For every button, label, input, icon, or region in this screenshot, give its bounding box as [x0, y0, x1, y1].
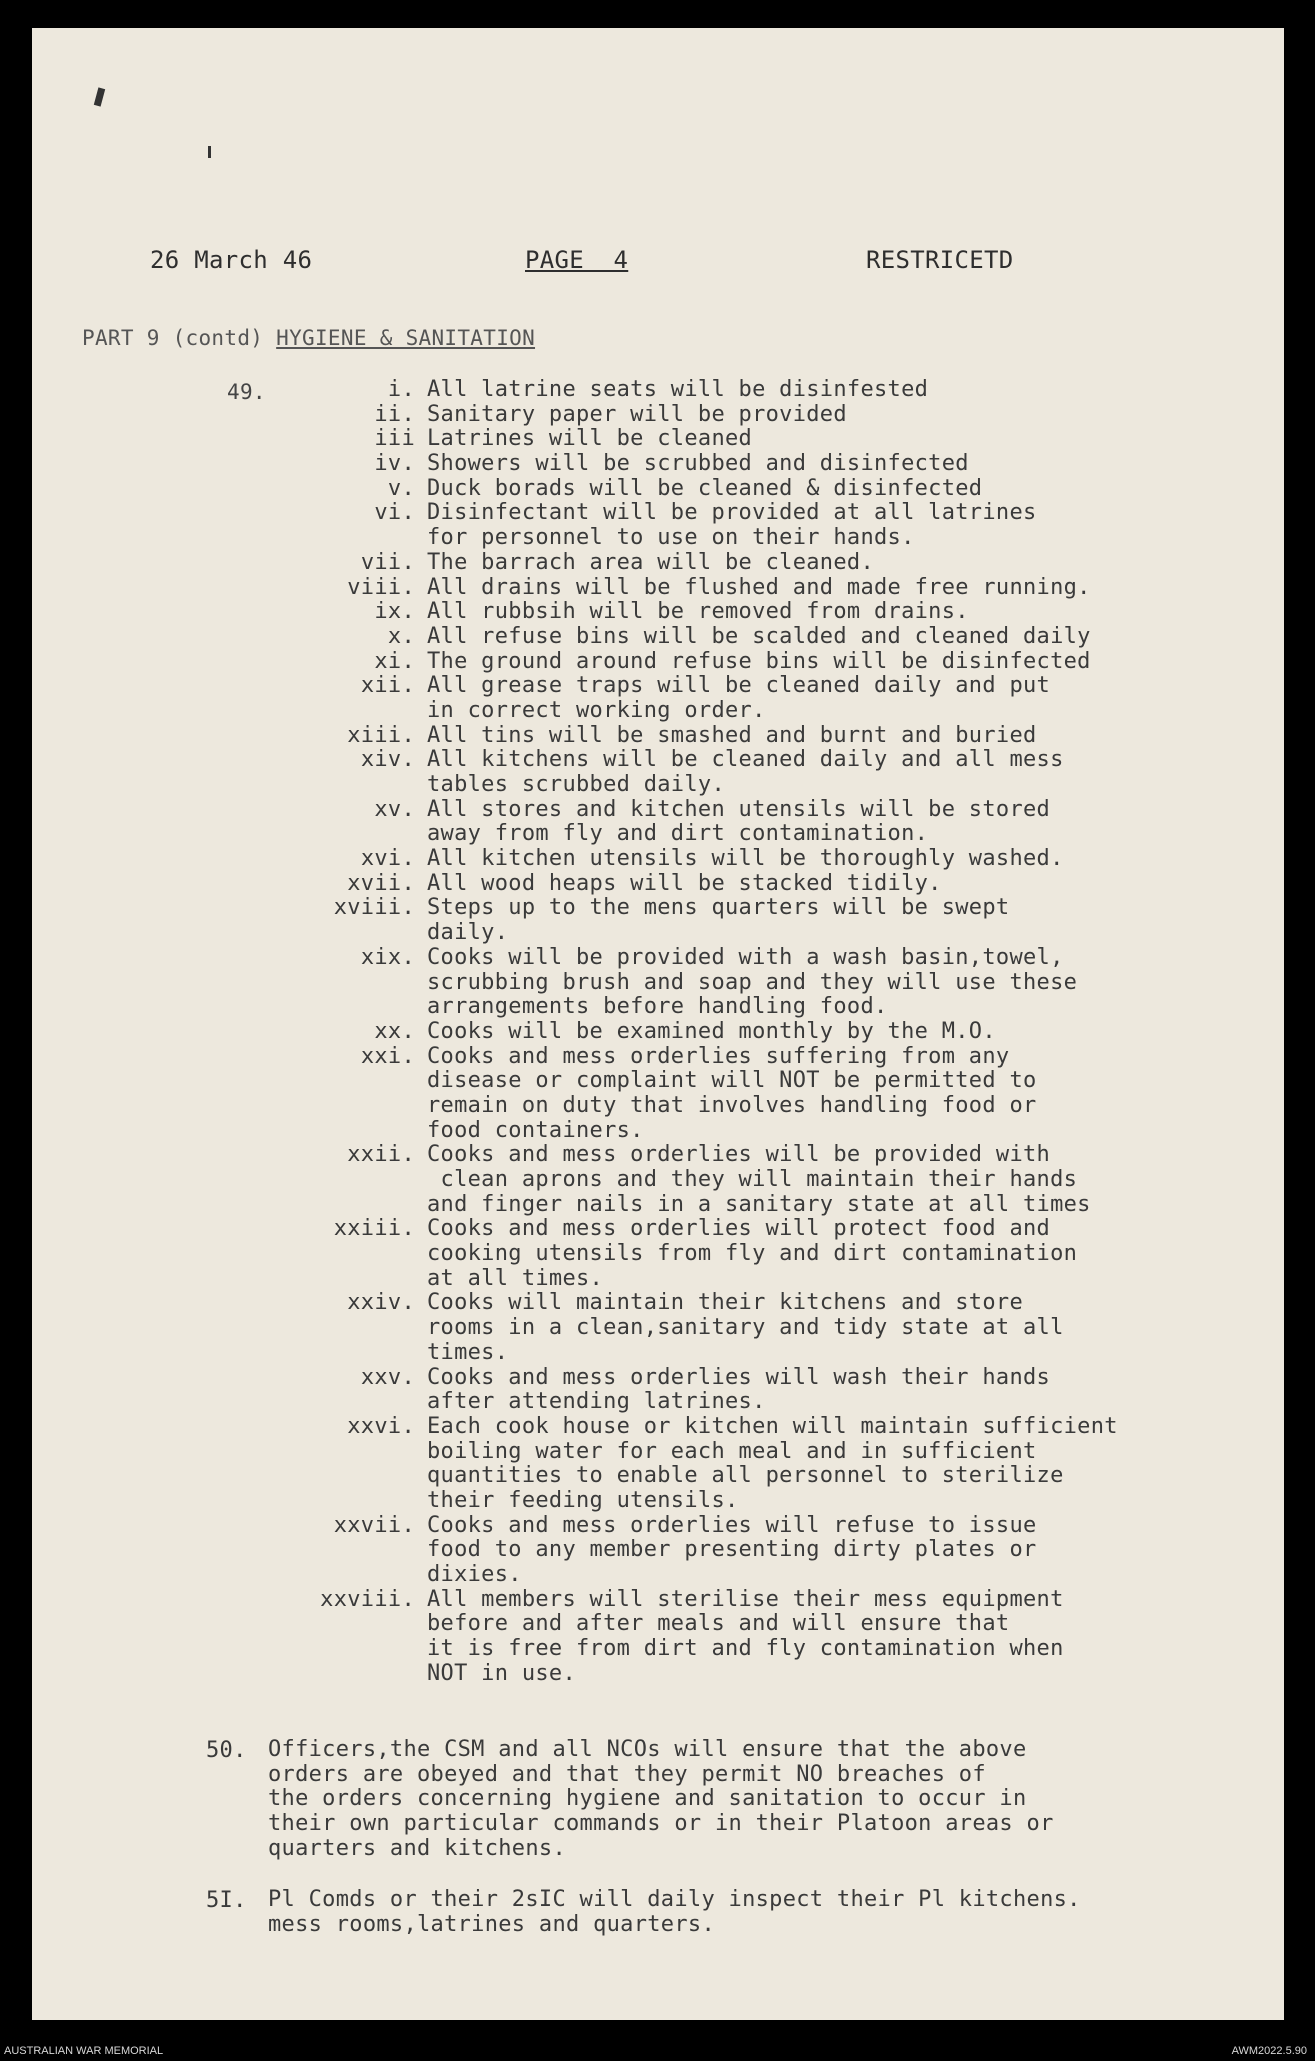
text-line: Cooks will maintain their kitchens and store — [427, 1290, 1023, 1316]
paragraph-body — [268, 1738, 1054, 1861]
list-item-number: vi. — [374, 500, 415, 526]
footer-credit: AUSTRALIAN WAR MEMORIAL — [4, 2045, 164, 2057]
list-item-text — [427, 650, 1225, 675]
list-item-text — [427, 1045, 1225, 1144]
list-item-text — [427, 872, 1225, 897]
text-line: Showers will be scrubbed and disinfected — [427, 451, 969, 477]
item-number: 49. — [227, 380, 266, 404]
list-item-text — [427, 477, 1225, 502]
part-title-heading: HYGIENE & SANITATION — [276, 326, 536, 350]
list-item — [265, 748, 1225, 797]
list-item-text — [427, 1217, 1225, 1291]
text-line: All drains will be flushed and made free running. — [427, 574, 1091, 600]
text-line: in correct working order. — [427, 697, 766, 723]
list-item-text — [427, 1415, 1225, 1514]
list-item-number: xiv. — [360, 747, 415, 773]
text-line: All kitchens will be cleaned daily and all mess — [427, 747, 1064, 773]
list-item — [265, 896, 1225, 945]
header-date: 26 March 46 — [150, 246, 313, 274]
list-item — [265, 1143, 1225, 1217]
list-item-number: xxvii. — [333, 1512, 415, 1538]
text-line: Cooks will be provided with a wash basin,towel, — [427, 944, 1064, 970]
text-line: Cooks and mess orderlies will be provided with — [427, 1142, 1051, 1168]
list-item-number: xxii. — [347, 1142, 415, 1168]
hygiene-orders-list — [265, 378, 1225, 1686]
list-item-text — [427, 1291, 1225, 1365]
list-item-text — [427, 674, 1225, 723]
text-line: All refuse bins will be scalded and cleaned daily — [427, 623, 1091, 649]
text-line: Sanitary paper will be provided — [427, 401, 847, 427]
list-item — [265, 847, 1225, 872]
text-line: before and after meals and will ensure that — [427, 1611, 1010, 1637]
text-line: scrubbing brush and soap and they will use these — [427, 969, 1078, 995]
list-item-text — [427, 896, 1225, 945]
text-line: All kitchen utensils will be thoroughly washed. — [427, 846, 1064, 872]
text-line: All wood heaps will be stacked tidily. — [427, 870, 942, 896]
text-line: Cooks and mess orderlies will protect food and — [427, 1216, 1051, 1242]
list-item-text — [427, 798, 1225, 847]
list-item — [265, 1415, 1225, 1514]
paragraph-number: 50. — [206, 1738, 247, 1763]
list-item-number: x. — [387, 623, 415, 649]
list-item — [265, 946, 1225, 1020]
paragraph-number: 5I. — [206, 1888, 247, 1913]
list-item-number: xi. — [374, 648, 415, 674]
text-line: cooking utensils from fly and dirt contamination — [427, 1241, 1078, 1267]
text-line: food containers. — [427, 1117, 644, 1143]
list-item — [265, 452, 1225, 477]
list-item-number: xx. — [374, 1018, 415, 1044]
list-item — [265, 625, 1225, 650]
text-line: daily. — [427, 920, 509, 946]
text-line: their own particular commands or in their Platoon areas or — [268, 1811, 1054, 1837]
part-title-prefix: PART 9 (contd) — [82, 326, 264, 350]
list-item-number: viii. — [347, 574, 415, 600]
paragraph-body — [268, 1888, 1081, 1937]
list-item-number: v. — [387, 475, 415, 501]
list-item — [265, 501, 1225, 550]
list-item — [265, 1291, 1225, 1365]
text-line: at all times. — [427, 1265, 604, 1291]
list-item-number: xviii. — [333, 895, 415, 921]
list-item — [265, 650, 1225, 675]
text-line: All rubbsih will be removed from drains. — [427, 599, 969, 625]
text-line: Cooks will be examined monthly by the M.O. — [427, 1018, 996, 1044]
list-item — [265, 674, 1225, 723]
list-item-number: xxv. — [360, 1364, 415, 1390]
text-line: it is free from dirt and fly contamination when — [427, 1636, 1064, 1662]
text-line: disease or complaint will NOT be permitted to — [427, 1068, 1037, 1094]
text-line: their feeding utensils. — [427, 1487, 739, 1513]
header-classification: RESTRICETD — [866, 246, 1014, 274]
text-line: All latrine seats will be disinfested — [427, 377, 929, 402]
list-item-number: xvi. — [360, 846, 415, 872]
text-line: Cooks and mess orderlies will wash their hands — [427, 1364, 1051, 1390]
list-item-text — [427, 378, 1225, 403]
list-item — [265, 1217, 1225, 1291]
list-item-text — [427, 1588, 1225, 1687]
list-item-text — [427, 452, 1225, 477]
text-line: quarters and kitchens. — [268, 1835, 566, 1861]
list-item — [265, 576, 1225, 601]
list-item-number: xxi. — [360, 1043, 415, 1069]
list-item-number: xv. — [374, 796, 415, 822]
list-item-number: xxvi. — [347, 1413, 415, 1439]
list-item-text — [427, 1366, 1225, 1415]
text-line: mess rooms,latrines and quarters. — [268, 1911, 715, 1937]
list-item — [265, 724, 1225, 749]
paragraph-50 — [206, 1737, 1206, 1861]
text-line: food to any member presenting dirty plates or — [427, 1537, 1037, 1563]
list-item — [265, 1020, 1225, 1045]
list-item-text — [427, 847, 1225, 872]
list-item — [265, 872, 1225, 897]
header-page-number: PAGE 4 — [525, 246, 629, 274]
list-item-text — [427, 576, 1225, 601]
list-item-text — [427, 1143, 1225, 1217]
list-item-text — [427, 1514, 1225, 1588]
list-item — [265, 378, 1225, 403]
list-item-text — [427, 1020, 1225, 1045]
text-line: Duck borads will be cleaned & disinfected — [427, 475, 983, 501]
text-line: The barrach area will be cleaned. — [427, 549, 874, 575]
text-line: Cooks and mess orderlies will refuse to issue — [427, 1512, 1037, 1538]
text-line: Officers,the CSM and all NCOs will ensure that the above — [268, 1737, 1027, 1762]
list-item-number: i. — [387, 377, 415, 402]
text-line: All tins will be smashed and burnt and buried — [427, 722, 1037, 748]
text-line: times. — [427, 1339, 509, 1365]
list-item — [265, 1366, 1225, 1415]
list-item-text — [427, 427, 1225, 452]
list-item — [265, 1045, 1225, 1144]
list-item-text — [427, 403, 1225, 428]
paragraph-51 — [206, 1888, 1206, 1963]
text-line: NOT in use. — [427, 1660, 576, 1686]
list-item-number: xxviii. — [320, 1586, 415, 1612]
ink-mark — [208, 146, 211, 158]
ink-mark — [94, 87, 105, 106]
text-line: clean aprons and they will maintain their hands — [427, 1167, 1078, 1192]
list-item-text — [427, 946, 1225, 1020]
text-line: after attending latrines. — [427, 1389, 766, 1415]
text-line: arrangements before handling food. — [427, 994, 888, 1020]
list-item-number: xxiv. — [347, 1290, 415, 1316]
text-line: All members will sterilise their mess equipment — [427, 1586, 1064, 1612]
text-line: All grease traps will be cleaned daily and put — [427, 673, 1051, 699]
text-line: All stores and kitchen utensils will be stored — [427, 796, 1051, 822]
text-line: for personnel to use on their hands. — [427, 525, 915, 551]
list-item-number: xii. — [360, 673, 415, 699]
text-line: away from fly and dirt contamination. — [427, 821, 929, 847]
list-item — [265, 600, 1225, 625]
list-item — [265, 1514, 1225, 1588]
text-line: rooms in a clean,sanitary and tidy state at all — [427, 1315, 1064, 1341]
list-item-text — [427, 501, 1225, 550]
text-line: dixies. — [427, 1562, 522, 1587]
list-item — [265, 477, 1225, 502]
text-line: Pl Comds or their 2sIC will daily inspect their Pl kitchens. — [268, 1887, 1081, 1912]
text-line: Each cook house or kitchen will maintain sufficient — [427, 1413, 1118, 1439]
list-item-text — [427, 748, 1225, 797]
text-line: Latrines will be cleaned — [427, 426, 753, 452]
text-line: quantities to enable all personnel to sterilize — [427, 1463, 1064, 1489]
list-item-number: xvii. — [347, 870, 415, 896]
list-item-number: xix. — [360, 944, 415, 970]
list-item — [265, 551, 1225, 576]
text-line: the orders concerning hygiene and sanitation to occur in — [268, 1786, 1027, 1812]
text-line: The ground around refuse bins will be disinfected — [427, 648, 1091, 674]
list-item — [265, 427, 1225, 452]
list-item — [265, 403, 1225, 428]
list-item-text — [427, 625, 1225, 650]
list-item-number: ix. — [374, 599, 415, 625]
list-item-number: ii. — [374, 401, 415, 427]
part-title — [82, 326, 535, 350]
list-item — [265, 1588, 1225, 1687]
text-line: Steps up to the mens quarters will be swept — [427, 895, 1010, 921]
list-item-number: iv. — [374, 451, 415, 477]
list-item-number: xxiii. — [333, 1216, 415, 1242]
footer-reference: AWM2022.5.90 — [1231, 2045, 1307, 2057]
text-line: boiling water for each meal and in sufficient — [427, 1438, 1037, 1464]
text-line: remain on duty that involves handling food or — [427, 1092, 1037, 1118]
list-item — [265, 798, 1225, 847]
list-item-number: vii. — [360, 549, 415, 575]
list-item-number: xiii. — [347, 722, 415, 748]
text-line: tables scrubbed daily. — [427, 772, 725, 797]
text-line: orders are obeyed and that they permit NO breaches of — [268, 1761, 986, 1787]
text-line: Cooks and mess orderlies suffering from any — [427, 1043, 1010, 1069]
list-item-number: iii — [374, 426, 415, 452]
list-item-text — [427, 551, 1225, 576]
text-line: Disinfectant will be provided at all latrines — [427, 500, 1037, 526]
list-item-text — [427, 600, 1225, 625]
list-item-text — [427, 724, 1225, 749]
text-line: and finger nails in a sanitary state at all times — [427, 1191, 1091, 1217]
